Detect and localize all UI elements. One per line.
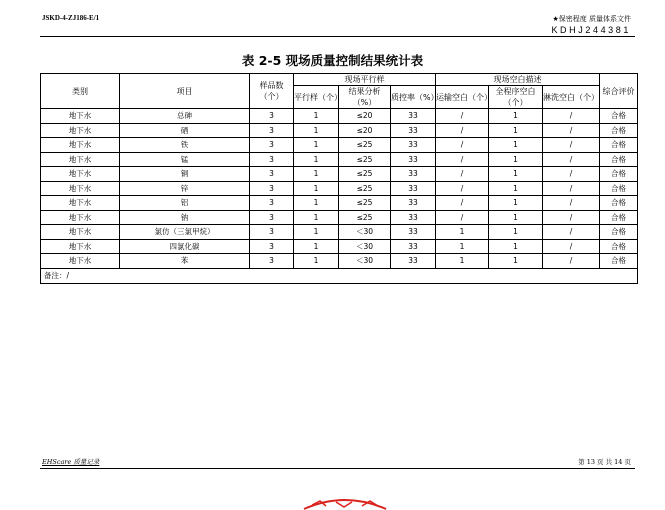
cell-eval: 合格 <box>600 196 638 211</box>
group-blank: 现场空白描述 <box>436 74 600 86</box>
cell-parallel: 1 <box>294 109 339 124</box>
cell-transport: / <box>436 181 489 196</box>
group-parallel: 现场平行样 <box>294 74 436 86</box>
cell-transport: / <box>436 152 489 167</box>
remark-row <box>41 268 638 283</box>
table-row <box>41 109 638 124</box>
cell-full: 1 <box>489 138 543 153</box>
cell-result: ≤25 <box>339 138 391 153</box>
cell-qc-rate: 33 <box>391 181 436 196</box>
cell-result: ＜30 <box>339 225 391 240</box>
security-note: ★保密程度 质量体系文件 <box>552 15 631 23</box>
cell-transport: / <box>436 210 489 225</box>
cell-full: 1 <box>489 181 543 196</box>
footer-divider <box>40 468 635 469</box>
qc-results-table <box>40 73 638 284</box>
col-item: 项目 <box>120 74 250 109</box>
page-indicator: 第 13 页 共 14 页 <box>578 458 631 466</box>
cell-qc-rate: 33 <box>391 239 436 254</box>
cell-full: 1 <box>489 210 543 225</box>
seal-arc <box>304 500 386 509</box>
cell-rinse: / <box>543 152 600 167</box>
cell-qc-rate: 33 <box>391 152 436 167</box>
cell-qc-rate: 33 <box>391 254 436 269</box>
report-number: KDHJ244381 <box>551 25 631 35</box>
cell-samples: 3 <box>250 167 294 182</box>
cell-samples: 3 <box>250 210 294 225</box>
table-row <box>41 123 638 138</box>
cell-rinse: / <box>543 167 600 182</box>
table-row <box>41 210 638 225</box>
cell-rinse: / <box>543 239 600 254</box>
cell-parallel: 1 <box>294 210 339 225</box>
col-result: 结果分析（%） <box>339 86 391 109</box>
cell-category: 地下水 <box>41 225 120 240</box>
cell-parallel: 1 <box>294 123 339 138</box>
seal-mark-mid <box>336 502 352 507</box>
cell-full: 1 <box>489 152 543 167</box>
table-row <box>41 152 638 167</box>
col-parallel-count: 平行样（个） <box>294 86 339 109</box>
col-transport-blank: 运输空白（个） <box>436 86 489 109</box>
cell-transport: / <box>436 167 489 182</box>
cell-full: 1 <box>489 109 543 124</box>
cell-transport: 1 <box>436 225 489 240</box>
table-row <box>41 254 638 269</box>
cell-item: 苯 <box>120 254 250 269</box>
cell-eval: 合格 <box>600 181 638 196</box>
cell-qc-rate: 33 <box>391 109 436 124</box>
cell-full: 1 <box>489 196 543 211</box>
cell-item: 钠 <box>120 210 250 225</box>
cell-category: 地下水 <box>41 138 120 153</box>
cell-parallel: 1 <box>294 138 339 153</box>
cell-item: 锌 <box>120 181 250 196</box>
cell-transport: / <box>436 123 489 138</box>
cell-full: 1 <box>489 167 543 182</box>
cell-eval: 合格 <box>600 109 638 124</box>
cell-eval: 合格 <box>600 254 638 269</box>
cell-result: ≤25 <box>339 196 391 211</box>
cell-samples: 3 <box>250 239 294 254</box>
cell-rinse: / <box>543 123 600 138</box>
cell-item: 铝 <box>120 196 250 211</box>
cell-qc-rate: 33 <box>391 167 436 182</box>
cell-full: 1 <box>489 254 543 269</box>
cell-rinse: / <box>543 181 600 196</box>
cell-samples: 3 <box>250 196 294 211</box>
cell-category: 地下水 <box>41 123 120 138</box>
cell-item: 总砷 <box>120 109 250 124</box>
cell-result: ≤25 <box>339 167 391 182</box>
table-title: 表 2-5 现场质量控制结果统计表 <box>241 53 424 68</box>
cell-category: 地下水 <box>41 181 120 196</box>
cell-result: ≤25 <box>339 152 391 167</box>
cell-samples: 3 <box>250 109 294 124</box>
cell-samples: 3 <box>250 123 294 138</box>
cell-parallel: 1 <box>294 254 339 269</box>
cell-item: 锰 <box>120 152 250 167</box>
cell-full: 1 <box>489 225 543 240</box>
cell-parallel: 1 <box>294 225 339 240</box>
cell-category: 地下水 <box>41 239 120 254</box>
cell-rinse: / <box>543 138 600 153</box>
cell-samples: 3 <box>250 225 294 240</box>
cell-item: 铜 <box>120 167 250 182</box>
col-rinse-blank: 淋洗空白（个） <box>543 86 600 109</box>
cell-category: 地下水 <box>41 210 120 225</box>
cell-parallel: 1 <box>294 181 339 196</box>
cell-transport: 1 <box>436 239 489 254</box>
footer-record-label: EHScare 质量记录 <box>42 458 100 466</box>
table-row <box>41 167 638 182</box>
cell-samples: 3 <box>250 254 294 269</box>
cell-samples: 3 <box>250 152 294 167</box>
cell-result: ＜30 <box>339 239 391 254</box>
cell-result: ≤20 <box>339 123 391 138</box>
table-row <box>41 225 638 240</box>
cell-category: 地下水 <box>41 167 120 182</box>
cell-result: ≤20 <box>339 109 391 124</box>
red-seal-stamp <box>300 496 390 510</box>
cell-qc-rate: 33 <box>391 138 436 153</box>
doc-code: JSKD-4-ZJ186-E/1 <box>42 14 100 22</box>
col-samples: 样品数（个） <box>250 74 294 109</box>
cell-eval: 合格 <box>600 123 638 138</box>
cell-qc-rate: 33 <box>391 225 436 240</box>
cell-item: 硒 <box>120 123 250 138</box>
cell-category: 地下水 <box>41 109 120 124</box>
cell-eval: 合格 <box>600 239 638 254</box>
cell-transport: / <box>436 138 489 153</box>
cell-parallel: 1 <box>294 239 339 254</box>
cell-item: 氯仿（三氯甲烷） <box>120 225 250 240</box>
cell-eval: 合格 <box>600 210 638 225</box>
cell-qc-rate: 33 <box>391 123 436 138</box>
cell-transport: / <box>436 109 489 124</box>
cell-samples: 3 <box>250 181 294 196</box>
cell-eval: 合格 <box>600 167 638 182</box>
col-qc-rate: 质控率（%） <box>391 86 436 109</box>
cell-rinse: / <box>543 225 600 240</box>
col-category: 类别 <box>41 74 120 109</box>
cell-rinse: / <box>543 210 600 225</box>
cell-eval: 合格 <box>600 152 638 167</box>
cell-category: 地下水 <box>41 196 120 211</box>
cell-qc-rate: 33 <box>391 210 436 225</box>
cell-rinse: / <box>543 254 600 269</box>
col-full-blank: 全程序空白（个） <box>489 86 543 109</box>
cell-result: ≤25 <box>339 181 391 196</box>
table-row <box>41 181 638 196</box>
cell-full: 1 <box>489 123 543 138</box>
table-row <box>41 239 638 254</box>
cell-item: 四氯化碳 <box>120 239 250 254</box>
cell-rinse: / <box>543 196 600 211</box>
col-evaluation: 综合评价 <box>600 74 638 109</box>
cell-category: 地下水 <box>41 152 120 167</box>
table-row <box>41 138 638 153</box>
cell-full: 1 <box>489 239 543 254</box>
cell-rinse: / <box>543 109 600 124</box>
header-divider <box>40 36 635 37</box>
cell-result: ≤25 <box>339 210 391 225</box>
cell-samples: 3 <box>250 138 294 153</box>
cell-parallel: 1 <box>294 152 339 167</box>
cell-category: 地下水 <box>41 254 120 269</box>
cell-qc-rate: 33 <box>391 196 436 211</box>
cell-eval: 合格 <box>600 138 638 153</box>
cell-parallel: 1 <box>294 196 339 211</box>
cell-result: ＜30 <box>339 254 391 269</box>
cell-eval: 合格 <box>600 225 638 240</box>
remark-text: 备注：/ <box>41 268 638 283</box>
table-row <box>41 196 638 211</box>
cell-transport: / <box>436 196 489 211</box>
cell-parallel: 1 <box>294 167 339 182</box>
cell-item: 铁 <box>120 138 250 153</box>
cell-transport: 1 <box>436 254 489 269</box>
